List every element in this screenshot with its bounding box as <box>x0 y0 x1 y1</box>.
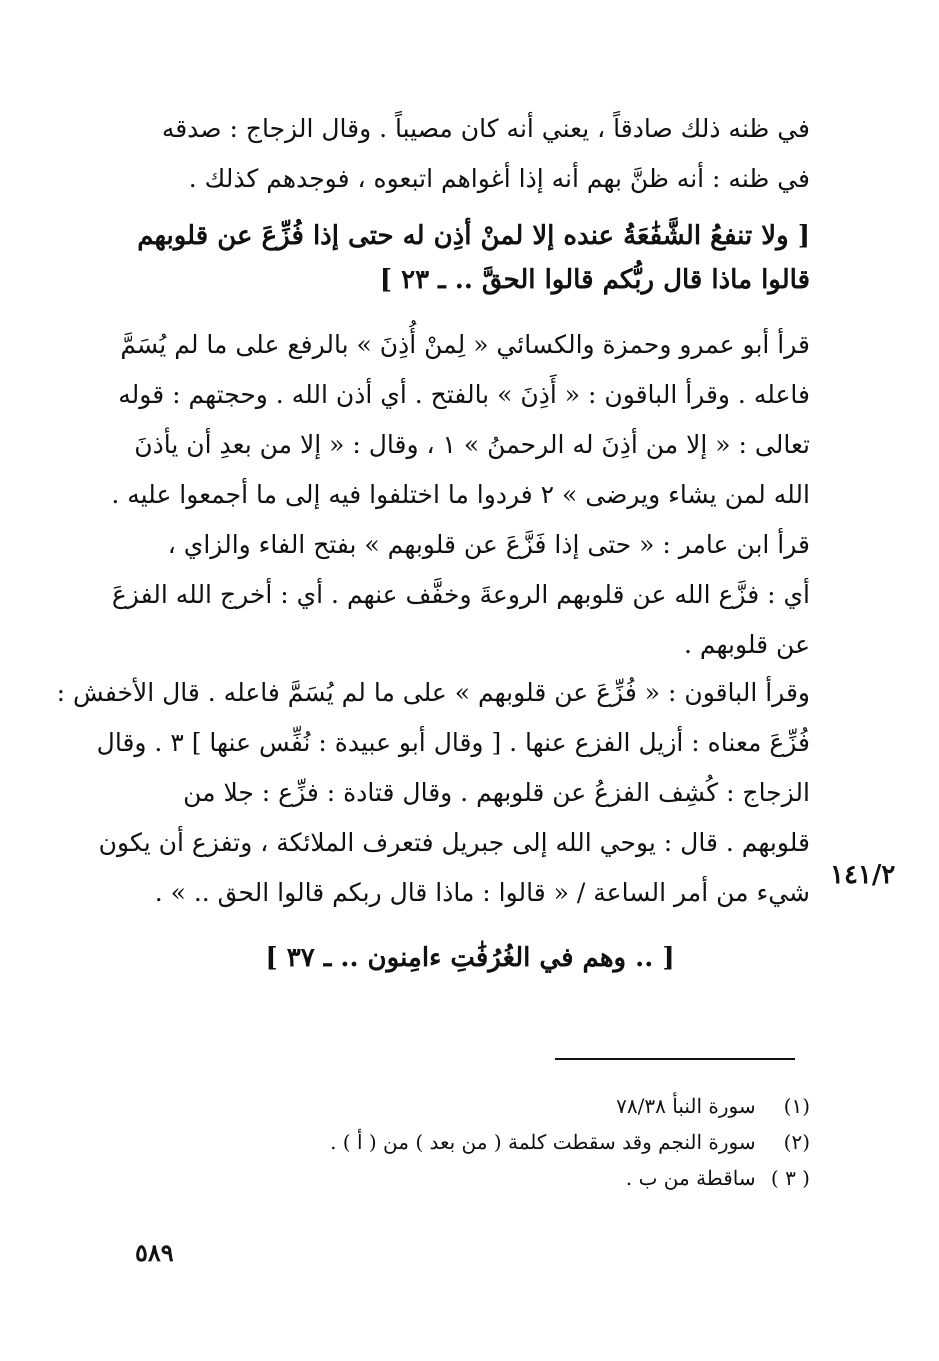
paragraph-4 <box>56 668 810 918</box>
paragraph-3-line-3: عن قلوبهم . <box>683 630 810 659</box>
footnote-1-text: سورة النبأ ٧٨/٣٨ <box>616 1094 756 1118</box>
footnote-2-number: (٢) <box>783 1130 810 1154</box>
quran-verse-23 <box>130 214 810 302</box>
paragraph-4-line-2: فُزِّعَ معناه : أزيل الفزع عنها . [ وقال أبو عبيدة : نُفِّس عنها ] ٣ . وقال <box>96 728 810 757</box>
paragraph-2-line-2: فاعله . وقرأ الباقون : « أَذِنَ » بالفتح . أي أذن الله . وحجتهم : قوله <box>118 380 810 409</box>
footnote-2-text: سورة النجم وقد سقطت كلمة ( من بعد ) من ( أ ) . <box>330 1130 756 1154</box>
margin-manuscript-reference: ١٤١/٢ <box>830 860 896 890</box>
paragraph-4-line-3: الزجاج : كُشِف الفزعُ عن قلوبهم . وقال قتادة : فزِّع : جلا من <box>183 778 810 807</box>
verse-23-line-2: قالوا ماذا قال ربُّكم قالوا الحقَّ .. ـ ٢٣ ] <box>379 265 810 295</box>
paragraph-1-line-2: في ظنه : أنه ظنَّ بهم أنه إذا أغواهم اتبعوه ، فوجدهم كذلك . <box>188 164 810 193</box>
footnote-1 <box>300 1088 810 1124</box>
paragraph-4-line-5: شيء من أمر الساعة / « قالوا : ماذا قال ربكم قالوا الحق .. » . <box>154 878 810 907</box>
footnote-3-text: ساقطة من ب . <box>625 1166 756 1190</box>
paragraph-1-line-1: في ظنه ذلك صادقاً ، يعني أنه كان مصيباً . وقال الزجاج : صدقه <box>161 114 810 143</box>
page-number: ٥٨٩ <box>135 1238 174 1267</box>
paragraph-2-line-1: قرأ أبو عمرو وحمزة والكسائي « لِمنْ أُذِنَ » بالرفع على ما لم يُسَمَّ <box>120 330 810 359</box>
paragraph-4-line-4: قلوبهم . قال : يوحي الله إلى جبريل فتعرف الملائكة ، وتفزع أن يكون <box>98 828 810 857</box>
paragraph-4-line-1: وقرأ الباقون : « فُزِّعَ عن قلوبهم » على ما لم يُسَمَّ فاعله . قال الأخفش : <box>56 678 810 707</box>
paragraph-1 <box>130 104 810 204</box>
footnotes <box>300 1088 810 1196</box>
footnote-3 <box>300 1160 810 1196</box>
footnote-divider <box>555 1058 795 1060</box>
paragraph-2-line-4: الله لمن يشاء ويرضى » ٢ فردوا ما اختلفوا فيه إلى ما أجمعوا عليه . <box>111 480 810 509</box>
footnote-2 <box>300 1124 810 1160</box>
paragraph-3 <box>111 520 810 670</box>
footnote-3-number: ( ٣ ) <box>770 1166 810 1190</box>
paragraph-2-line-3: تعالى : « إلا من أذِنَ له الرحمنُ » ١ ، وقال : « إلا من بعدِ أن يأذنَ <box>134 430 810 459</box>
quran-verse-37 <box>130 936 810 980</box>
paragraph-2 <box>111 320 810 520</box>
verse-23-line-1: [ ولا تنفعُ الشَّفَٰعَةُ عنده إلا لمنْ أذِن له حتى إذا فُزِّعَ عن قلوبهم <box>137 221 810 251</box>
paragraph-3-line-1: قرأ ابن عامر : « حتى إذا فَزَّعَ عن قلوبهم » بفتح الفاء والزاي ، <box>167 530 810 559</box>
paragraph-3-line-2: أي : فزَّع الله عن قلوبهم الروعةَ وخفَّف عنهم . أي : أخرج الله الفزعَ <box>111 580 810 609</box>
footnote-1-number: (١) <box>783 1094 810 1118</box>
verse-37-line: [ .. وهم في الغُرُفَٰتِ ءامِنون .. ـ ٣٧ ] <box>265 943 675 973</box>
